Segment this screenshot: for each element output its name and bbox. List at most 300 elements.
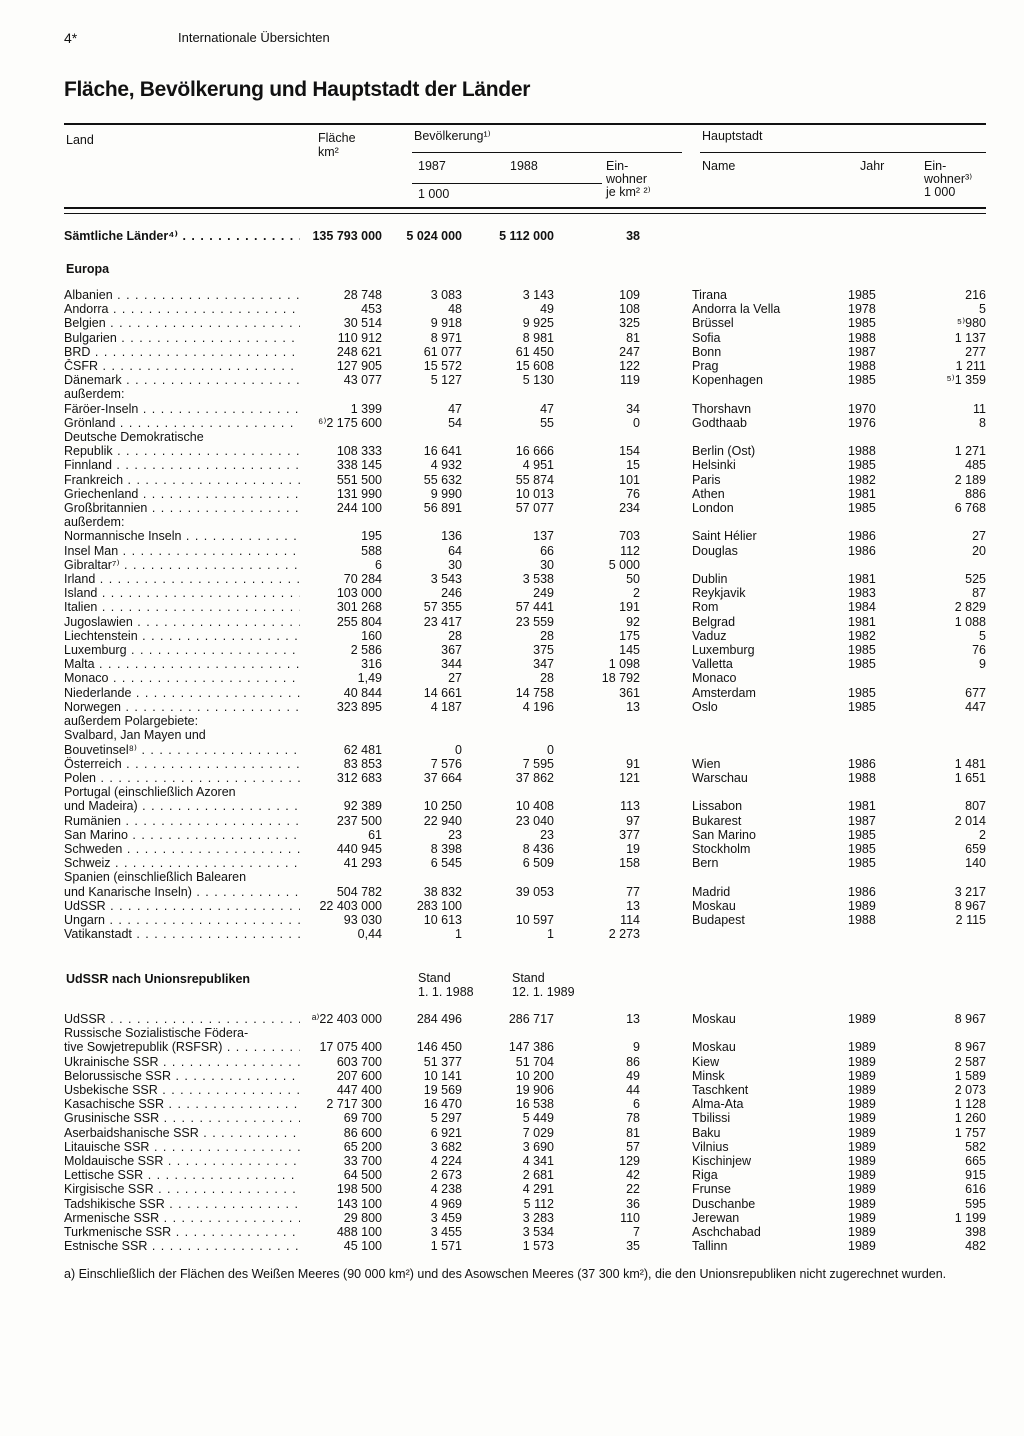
cell-land: Schweiz . . .	[64, 856, 300, 870]
cell-einwohner: 1 088	[954, 614, 986, 629]
cell-land: Deutsche Demokratische	[64, 430, 204, 445]
cell-b1988: 37 862	[515, 770, 554, 785]
cell-flaeche: 603 700	[336, 1054, 382, 1069]
cell-hauptstadt: Duschanbe	[692, 1196, 756, 1211]
cell-flaeche: 69 700	[343, 1111, 382, 1126]
cell-b1988: 375	[533, 643, 554, 658]
cell-hauptstadt: Bonn	[692, 344, 722, 359]
cell-jahr	[848, 387, 894, 401]
cell-hauptstadt: Helsinki	[692, 458, 736, 473]
cell-land: Finnland . . .	[64, 458, 300, 472]
cell-b1988: 10 013	[515, 486, 554, 501]
table-row	[64, 1168, 986, 1182]
cell-b1987: 146 450	[416, 1040, 462, 1055]
table-row	[64, 700, 986, 714]
table-row	[64, 1097, 986, 1111]
cell-b1987	[382, 785, 462, 799]
cell-jahr: 1989	[848, 1210, 876, 1225]
cell-hauptstadt: Sofia	[692, 330, 721, 345]
cell-land: Belgien . . .	[64, 316, 300, 330]
cell-b1988: 39 053	[515, 884, 554, 899]
cell-b1988: 4 951	[522, 458, 554, 473]
cell-land: Aserbaidshanische SSR . . .	[64, 1126, 300, 1140]
cell-land: Tadshikische SSR . . .	[64, 1197, 300, 1211]
cell-land: UdSSR . . .	[64, 899, 300, 913]
cell-b1988: 1 573	[522, 1239, 554, 1254]
cell-b1988: 137	[533, 529, 554, 544]
cell-dichte: 2 273	[608, 927, 640, 942]
cell-flaeche: ⁶⁾2 175 600	[318, 415, 382, 430]
cell-jahr: 1985	[848, 373, 876, 388]
cell-b1987	[382, 1026, 462, 1040]
cell-flaeche: 86 600	[343, 1125, 382, 1140]
cell-jahr: 1985	[848, 643, 876, 658]
cell-b1987: 3 455	[430, 1225, 462, 1240]
cell-land: Grönland . . .	[64, 416, 300, 430]
cell-b1987: 47	[448, 401, 462, 416]
table-row	[64, 1055, 986, 1069]
cell-flaeche: 160	[361, 628, 382, 643]
cell-hauptstadt	[692, 927, 848, 941]
cell-jahr: 1981	[848, 572, 876, 587]
cell-einwohner: ⁵⁾1 359	[946, 373, 986, 388]
cell-b1988: 15 608	[515, 359, 554, 374]
cell-jahr: 1989	[848, 1083, 876, 1098]
cell-b1987	[382, 728, 462, 742]
cell-jahr: 1987	[848, 344, 876, 359]
cell-b1988: 1	[547, 927, 554, 942]
cell-b1988: 3 538	[522, 572, 554, 587]
col-flaeche-unit: km²	[318, 145, 339, 159]
cell-jahr: 1985	[848, 316, 876, 331]
cell-b1987: 246	[441, 586, 462, 601]
cell-land: Vatikanstadt . . .	[64, 927, 300, 941]
cell-b1988: 57 077	[515, 501, 554, 516]
col-jahr: Jahr	[860, 159, 885, 173]
table-row	[64, 416, 986, 430]
cell-einwohner: 915	[965, 1168, 986, 1183]
table-row	[64, 359, 986, 373]
table-row	[64, 1111, 986, 1125]
cell-flaeche: 323 895	[336, 699, 382, 714]
cell-einwohner: 595	[965, 1196, 986, 1211]
cell-b1988: 14 758	[515, 685, 554, 700]
cell-jahr: 1985	[848, 458, 876, 473]
cell-jahr: 1987	[848, 813, 876, 828]
cell-jahr: 1989	[848, 1040, 876, 1055]
cell-b1988: 5 449	[522, 1111, 554, 1126]
cell-dichte: 234	[619, 501, 640, 516]
cell-einwohner: 1 260	[954, 1111, 986, 1126]
cell-flaeche: 453	[361, 302, 382, 317]
table-row	[64, 913, 986, 927]
cell-dichte: 112	[620, 543, 640, 558]
cell-jahr: 1988	[848, 912, 876, 927]
cell-jahr	[848, 728, 894, 742]
cell-b1987: 19 569	[423, 1083, 462, 1098]
table-row	[64, 1026, 986, 1040]
cell-land: Armenische SSR . . .	[64, 1211, 300, 1225]
cell-b1987: 51 377	[423, 1054, 462, 1069]
table-row	[64, 288, 986, 302]
cell-dichte: 91	[626, 756, 640, 771]
cell-jahr: 1988	[848, 770, 876, 785]
cell-einwohner: 27	[972, 529, 986, 544]
cell-jahr	[848, 927, 894, 941]
table-row	[64, 885, 986, 899]
cell-flaeche	[300, 870, 382, 884]
cell-b1988	[462, 899, 554, 913]
cell-dichte: 9	[633, 1040, 640, 1055]
cell-einwohner: 277	[965, 344, 986, 359]
table-row	[64, 615, 986, 629]
total-dichte: 38	[626, 229, 640, 243]
udssr-stand1-b: 1. 1. 1988	[418, 985, 474, 999]
table-row	[64, 899, 986, 913]
cell-b1988: 57 441	[515, 600, 554, 615]
cell-flaeche: 62 481	[343, 742, 382, 757]
table-row	[64, 657, 986, 671]
cell-b1987: 61 077	[423, 344, 462, 359]
cell-b1987: 56 891	[423, 501, 462, 516]
cell-jahr: 1989	[848, 1168, 876, 1183]
cell-b1988: 4 196	[522, 699, 554, 714]
cell-b1988: 6 509	[522, 856, 554, 871]
europa-title: Europa	[66, 262, 110, 276]
cell-hauptstadt	[692, 430, 848, 444]
col-flaeche: Fläche	[318, 131, 356, 145]
cell-dichte: 113	[620, 799, 640, 814]
cell-dichte: 122	[619, 359, 640, 374]
cell-land: und Madeira) . . .	[64, 799, 300, 813]
cell-land: außerdem Polargebiete:	[64, 714, 199, 729]
cell-dichte: 247	[619, 344, 640, 359]
cell-b1987: 0	[455, 742, 462, 757]
cell-einwohner	[894, 515, 986, 529]
cell-flaeche: 29 800	[343, 1210, 382, 1225]
cell-b1988	[462, 714, 554, 728]
cell-einwohner: 9	[979, 657, 986, 672]
cell-einwohner	[894, 671, 986, 685]
cell-dichte: 34	[626, 401, 640, 416]
cell-flaeche: 22 403 000	[319, 898, 382, 913]
cell-flaeche: 248 621	[336, 344, 382, 359]
table-row	[64, 1126, 986, 1140]
table-row	[64, 544, 986, 558]
table-row	[64, 487, 986, 501]
cell-hauptstadt	[692, 785, 848, 799]
table-row	[64, 1140, 986, 1154]
cell-jahr: 1989	[848, 1182, 876, 1197]
cell-jahr: 1982	[848, 628, 876, 643]
cell-flaeche: 551 500	[336, 472, 382, 487]
cell-einwohner: 140	[965, 856, 986, 871]
cell-hauptstadt: Kischinjew	[692, 1154, 752, 1169]
table-row	[64, 1154, 986, 1168]
cell-dichte: 22	[626, 1182, 640, 1197]
total-table	[64, 229, 986, 243]
cell-b1987: 57 355	[423, 600, 462, 615]
cell-dichte	[554, 870, 640, 884]
cell-einwohner: 485	[965, 458, 986, 473]
cell-dichte: 175	[619, 628, 640, 643]
cell-land: Gibraltar⁷⁾ . . .	[64, 558, 300, 572]
cell-dichte: 0	[633, 415, 640, 430]
cell-hauptstadt	[692, 515, 848, 529]
cell-dichte: 6	[633, 1097, 640, 1112]
cell-b1988: 7 595	[522, 756, 554, 771]
cell-b1988: 347	[533, 657, 554, 672]
cell-jahr: 1985	[848, 501, 876, 516]
cell-land: Frankreich . . .	[64, 473, 300, 487]
cell-b1987	[382, 515, 462, 529]
cell-jahr: 1981	[848, 799, 876, 814]
table-row	[64, 927, 986, 941]
cell-b1987: 344	[441, 657, 462, 672]
cell-einwohner: 2 829	[954, 600, 986, 615]
cell-b1988: 55	[540, 415, 554, 430]
cell-b1987: 10 141	[423, 1068, 462, 1083]
cell-einwohner: 659	[965, 841, 986, 856]
cell-b1987: 5 127	[430, 373, 462, 388]
cell-land: Estnische SSR . . .	[64, 1239, 300, 1253]
cell-jahr: 1985	[848, 288, 876, 302]
cell-jahr	[848, 1026, 894, 1040]
cell-dichte	[554, 1026, 640, 1040]
table-row	[64, 1040, 986, 1054]
cell-dichte: 18 792	[601, 671, 640, 686]
col-1987: 1987	[418, 159, 446, 173]
cell-einwohner: 398	[965, 1225, 986, 1240]
hauptstadt-rule	[700, 152, 986, 153]
cell-flaeche	[300, 387, 382, 401]
cell-b1987: 14 661	[423, 685, 462, 700]
cell-flaeche: 70 284	[343, 572, 382, 587]
cell-jahr: 1989	[848, 1139, 876, 1154]
cell-hauptstadt: Warschau	[692, 770, 748, 785]
cell-einwohner: 886	[965, 486, 986, 501]
cell-jahr: 1985	[848, 685, 876, 700]
cell-b1988: 49	[540, 302, 554, 317]
cell-dichte: 158	[619, 856, 640, 871]
cell-b1988: 8 981	[522, 330, 554, 345]
cell-hauptstadt	[692, 728, 848, 742]
cell-einwohner	[894, 714, 986, 728]
cell-flaeche: 17 075 400	[319, 1040, 382, 1055]
cell-b1987: 9 990	[430, 486, 462, 501]
cell-flaeche: ᵃ⁾22 403 000	[311, 1012, 382, 1026]
cell-dichte: 108	[619, 302, 640, 317]
cell-b1988: 2 681	[522, 1168, 554, 1183]
total-flaeche: 135 793 000	[312, 229, 382, 243]
cell-flaeche: 2 586	[350, 643, 382, 658]
cell-einwohner: 1 757	[954, 1125, 986, 1140]
cell-dichte: 13	[626, 1012, 640, 1026]
table-row	[64, 373, 986, 387]
cell-flaeche: 588	[361, 543, 382, 558]
cell-b1987: 55 632	[423, 472, 462, 487]
table-row	[64, 1182, 986, 1196]
cell-b1988	[462, 387, 554, 401]
cell-dichte: 129	[619, 1154, 640, 1169]
table-row	[64, 743, 986, 757]
cell-hauptstadt: Riga	[692, 1168, 718, 1183]
cell-jahr: 1986	[848, 884, 876, 899]
cell-hauptstadt: Godthaab	[692, 415, 747, 430]
cell-jahr	[848, 671, 894, 685]
udssr-stand1-a: Stand	[418, 971, 451, 985]
cell-hauptstadt: Athen	[692, 486, 725, 501]
cell-land: Insel Man . . .	[64, 544, 300, 558]
cell-flaeche: 143 100	[336, 1196, 382, 1211]
cell-hauptstadt: Moskau	[692, 1040, 736, 1055]
cell-einwohner: 2	[979, 827, 986, 842]
cell-flaeche: 108 333	[336, 444, 382, 459]
cell-flaeche: 207 600	[336, 1068, 382, 1083]
cell-dichte: 325	[619, 316, 640, 331]
cell-b1987: 15 572	[423, 359, 462, 374]
cell-flaeche: 110 912	[337, 330, 382, 345]
cell-hauptstadt	[692, 387, 848, 401]
cell-b1987: 284 496	[416, 1012, 462, 1026]
cell-einwohner	[894, 558, 986, 572]
table-row	[64, 302, 986, 316]
cell-b1988: 4 341	[522, 1154, 554, 1169]
cell-b1988: 10 200	[515, 1068, 554, 1083]
cell-hauptstadt: Moskau	[692, 1012, 736, 1026]
cell-land: Irland . . .	[64, 572, 300, 586]
cell-dichte: 703	[619, 529, 640, 544]
cell-b1988: 5 112	[523, 1196, 554, 1211]
table-row	[64, 828, 986, 842]
cell-b1987: 3 083	[430, 288, 462, 302]
cell-flaeche: 195	[361, 529, 382, 544]
cell-jahr	[848, 870, 894, 884]
cell-flaeche: 237 500	[336, 813, 382, 828]
table-row	[64, 1012, 986, 1026]
cell-flaeche: 440 945	[336, 841, 382, 856]
cell-b1987: 1 571	[430, 1239, 462, 1254]
cell-b1987: 16 641	[423, 444, 462, 459]
cell-land: außerdem:	[64, 387, 125, 402]
cell-dichte: 154	[619, 444, 640, 459]
cell-dichte: 110	[620, 1210, 640, 1225]
table-row	[64, 316, 986, 330]
cell-b1987: 8 971	[430, 330, 462, 345]
cell-dichte: 42	[626, 1168, 640, 1183]
cell-einwohner: 2 115	[955, 912, 986, 927]
cell-flaeche: 2 717 300	[326, 1097, 382, 1112]
table-row	[64, 1225, 986, 1239]
cell-flaeche: 316	[361, 657, 382, 672]
cell-dichte: 44	[626, 1083, 640, 1098]
cell-einwohner: 525	[965, 572, 986, 587]
cell-flaeche: 33 700	[343, 1154, 382, 1169]
cell-hauptstadt: Jerewan	[692, 1210, 740, 1225]
table-row	[64, 345, 986, 359]
cell-jahr	[848, 743, 894, 757]
cell-jahr	[848, 785, 894, 799]
cell-b1987	[382, 714, 462, 728]
cell-hauptstadt: Reykjavik	[692, 586, 746, 601]
cell-jahr: 1989	[848, 898, 876, 913]
cell-hauptstadt: Kiew	[692, 1054, 720, 1069]
cell-flaeche: 127 905	[336, 359, 382, 374]
cell-einwohner	[894, 387, 986, 401]
cell-dichte: 19	[626, 841, 640, 856]
cell-b1987: 9 918	[430, 316, 462, 331]
cell-hauptstadt: Belgrad	[692, 614, 736, 629]
cell-hauptstadt: Vaduz	[692, 628, 727, 643]
cell-jahr: 1989	[848, 1125, 876, 1140]
cell-einwohner: ⁵⁾980	[956, 316, 986, 331]
udssr-table	[64, 1012, 986, 1253]
table-row	[64, 671, 986, 685]
cell-land: Moldauische SSR . . .	[64, 1154, 300, 1168]
cell-land: Lettische SSR . . .	[64, 1168, 300, 1182]
cell-land: ČSFR . . .	[64, 359, 300, 373]
cell-land: Großbritannien . . .	[64, 501, 300, 515]
cell-dichte: 109	[619, 288, 640, 302]
table-row	[64, 586, 986, 600]
cell-land: Italien . . .	[64, 600, 300, 614]
cell-hauptstadt: London	[692, 501, 734, 516]
cell-flaeche: 1,49	[357, 671, 382, 686]
cell-flaeche: 45 100	[343, 1239, 382, 1254]
cell-b1988: 5 130	[522, 373, 554, 388]
cell-flaeche: 83 853	[343, 756, 382, 771]
cell-jahr	[848, 558, 894, 572]
cell-dichte	[554, 515, 640, 529]
cell-einwohner: 5	[979, 302, 986, 317]
cell-b1988: 23 040	[515, 813, 554, 828]
table-row	[64, 814, 986, 828]
cell-flaeche: 61	[368, 827, 382, 842]
cell-jahr: 1985	[848, 856, 876, 871]
cell-dichte: 361	[619, 685, 640, 700]
cell-land: Ungarn . . .	[64, 913, 300, 927]
cell-jahr: 1986	[848, 543, 876, 558]
cell-einwohner: 8 967	[954, 1040, 986, 1055]
cell-land: Spanien (einschließlich Balearen	[64, 870, 247, 885]
table-row	[64, 430, 986, 444]
table-row	[64, 515, 986, 529]
cell-jahr: 1989	[848, 1097, 876, 1112]
col-1988: 1988	[510, 159, 538, 173]
cell-land: Ukrainische SSR . . .	[64, 1055, 300, 1069]
cell-b1987: 28	[448, 628, 462, 643]
cell-b1988: 28	[540, 628, 554, 643]
bevoelkerung-rule	[412, 152, 682, 153]
table-row	[64, 600, 986, 614]
cell-einwohner: 11	[973, 401, 986, 416]
cell-b1988: 30	[540, 557, 554, 572]
cell-b1987: 23	[448, 827, 462, 842]
cell-land: Andorra . . .	[64, 302, 300, 316]
col-unit-1000: 1 000	[418, 187, 450, 201]
cell-b1988: 16 666	[515, 444, 554, 459]
cell-flaeche	[300, 728, 382, 742]
cell-b1987	[382, 430, 462, 444]
cell-einwohner: 6 768	[954, 501, 986, 516]
cell-dichte	[554, 387, 640, 401]
cell-b1987: 4 932	[430, 458, 462, 473]
cell-flaeche: 131 990	[336, 486, 382, 501]
cell-b1987: 283 100	[416, 898, 462, 913]
cell-einwohner: 1 651	[954, 770, 986, 785]
cell-hauptstadt: Saint Hélier	[692, 529, 757, 544]
cell-dichte: 35	[626, 1239, 640, 1254]
